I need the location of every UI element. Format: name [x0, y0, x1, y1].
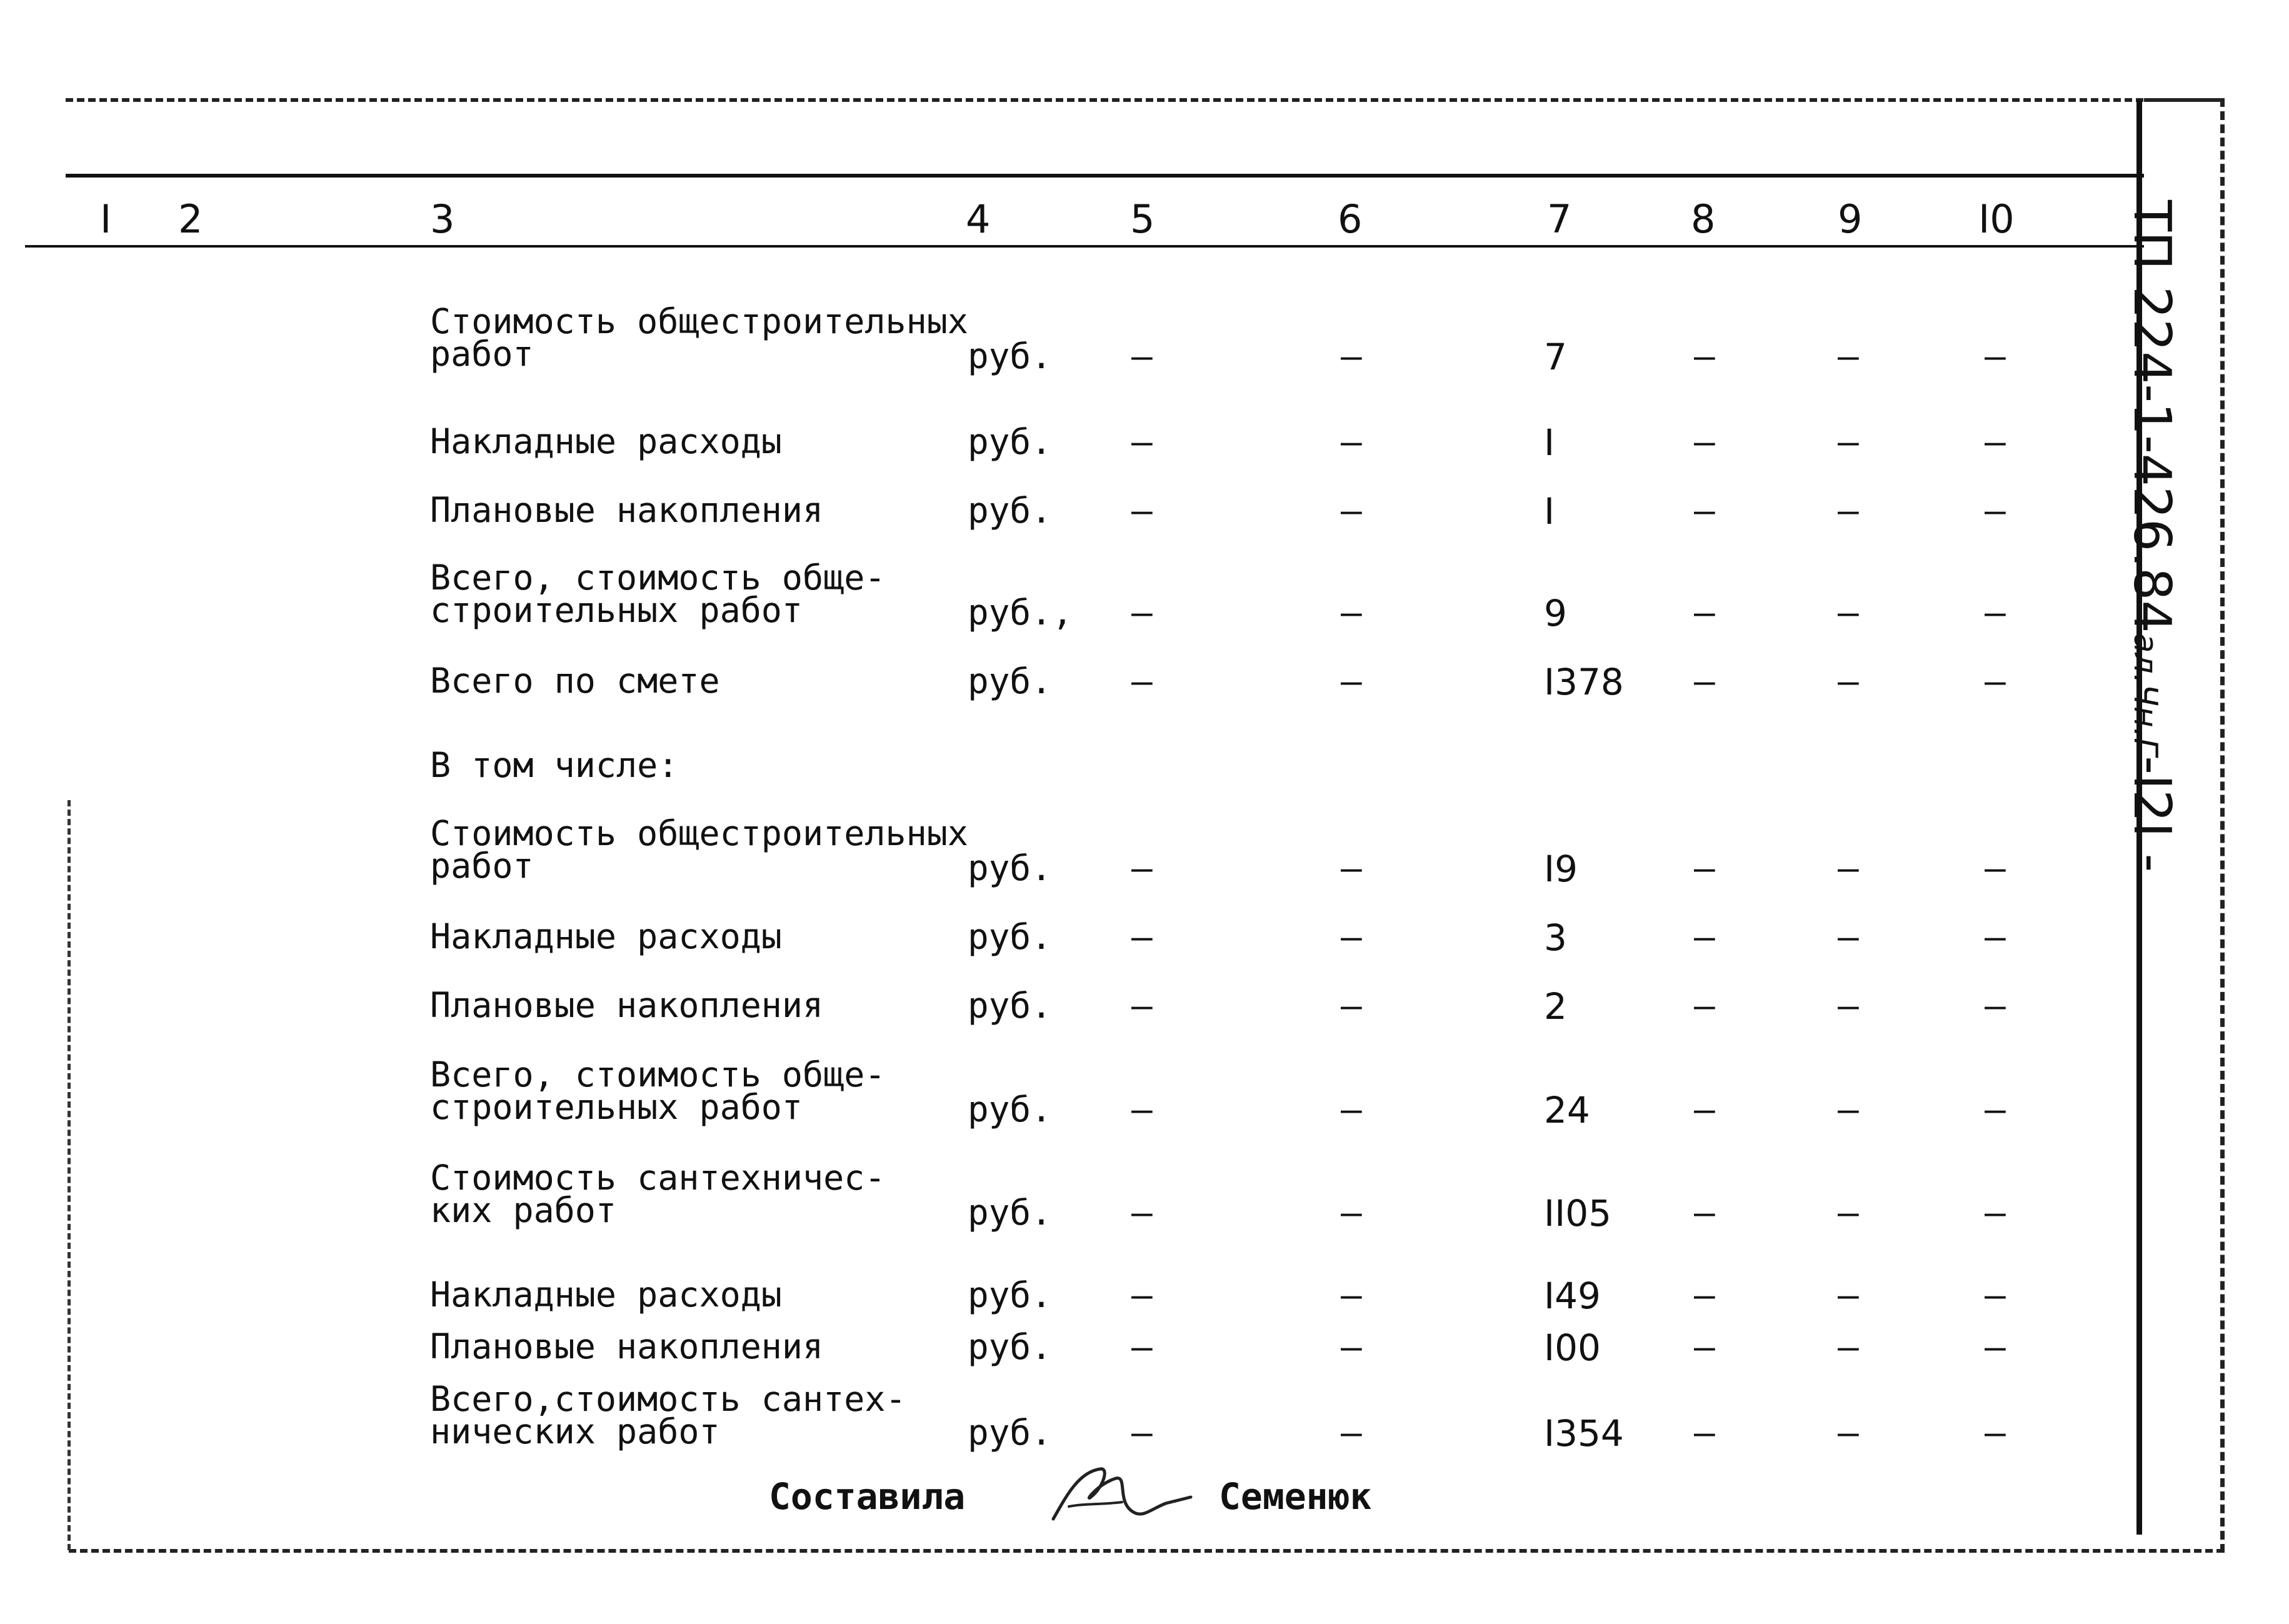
row-col6: –	[1341, 917, 1362, 958]
row-col10: –	[1985, 917, 2006, 958]
row-col9: –	[1838, 491, 1859, 531]
row-col9: –	[1838, 848, 1859, 889]
row-col5: –	[1131, 848, 1153, 889]
row-unit: руб.	[968, 1413, 1052, 1453]
row-unit: руб.	[968, 1275, 1052, 1316]
row-value: 3	[1544, 916, 1567, 959]
row-col6: –	[1341, 1275, 1362, 1316]
row-col5: –	[1131, 1413, 1153, 1453]
row-description: Всего, стоимость обще- строительных работ	[430, 1055, 886, 1127]
row-col9: –	[1838, 986, 1859, 1026]
column-header-10: I0	[1978, 196, 2015, 242]
row-col10: –	[1985, 1193, 2006, 1233]
column-header-9: 9	[1838, 196, 1863, 242]
document-stamp	[2122, 200, 2181, 872]
row-col8: –	[1694, 661, 1715, 702]
row-col9: –	[1838, 1193, 1859, 1233]
row-unit: руб.	[968, 1193, 1052, 1233]
row-col9: –	[1838, 917, 1859, 958]
header-top-rule	[66, 174, 2144, 178]
row-col8: –	[1694, 422, 1715, 463]
row-col6: –	[1341, 1413, 1362, 1453]
row-unit: руб.	[968, 422, 1052, 463]
row-description: Плановые накопления	[430, 985, 824, 1025]
row-col10: –	[1985, 593, 2006, 633]
column-header-1: I	[100, 196, 112, 242]
handwritten-signature	[1041, 1460, 1197, 1528]
row-col8: –	[1694, 593, 1715, 633]
row-value: 9	[1544, 592, 1567, 634]
row-unit: руб.	[968, 917, 1052, 958]
row-description: Стоимость общестроительных работ	[430, 813, 968, 886]
column-header-5: 5	[1130, 196, 1155, 242]
row-col8: –	[1694, 1413, 1715, 1453]
frame-top-corner	[2144, 98, 2222, 102]
row-description: Плановые накопления	[430, 490, 824, 530]
column-header-8: 8	[1691, 196, 1716, 242]
row-col10: –	[1985, 986, 2006, 1026]
row-value: 2	[1544, 985, 1567, 1028]
frame-top-border	[66, 98, 2222, 102]
row-value: I378	[1544, 661, 1624, 703]
row-col6: –	[1341, 848, 1362, 889]
row-unit: руб.	[968, 986, 1052, 1026]
row-value: 7	[1544, 336, 1567, 378]
row-col5: –	[1131, 491, 1153, 531]
row-col10: –	[1985, 1090, 2006, 1130]
row-value: I	[1544, 421, 1555, 464]
row-col10: –	[1985, 661, 2006, 702]
row-col10: –	[1985, 848, 2006, 889]
row-col6: –	[1341, 422, 1362, 463]
row-col5: –	[1131, 1193, 1153, 1233]
stamp-code: ТП 224-1-426.84	[2122, 200, 2181, 633]
row-value: I49	[1544, 1275, 1601, 1317]
row-value: I9	[1544, 848, 1578, 890]
compiled-by-label: Составила	[769, 1475, 966, 1518]
column-header-2: 2	[178, 196, 203, 242]
row-col6: –	[1341, 491, 1362, 531]
row-description: Всего по смете	[430, 661, 720, 701]
row-col9: –	[1838, 1413, 1859, 1453]
row-col10: –	[1985, 1327, 2006, 1368]
row-col8: –	[1694, 917, 1715, 958]
stamp-page: -I2I -	[2122, 756, 2181, 873]
column-header-3: 3	[430, 196, 455, 242]
row-col5: –	[1131, 336, 1153, 377]
row-description: Накладные расходы	[430, 421, 782, 461]
row-col5: –	[1131, 986, 1153, 1026]
row-description: Всего, стоимость обще- строительных работ	[430, 558, 886, 630]
section-heading: В том числе:	[430, 745, 679, 785]
row-unit: руб.	[968, 491, 1052, 531]
row-description: Плановые накопления	[430, 1326, 824, 1366]
row-col5: –	[1131, 1275, 1153, 1316]
row-value: I354	[1544, 1412, 1624, 1455]
row-unit: руб.	[968, 848, 1052, 889]
row-description: Накладные расходы	[430, 916, 782, 956]
row-col6: –	[1341, 336, 1362, 377]
row-description: Стоимость общестроительных работ	[430, 301, 968, 374]
row-unit: руб.	[968, 336, 1052, 377]
row-col9: –	[1838, 422, 1859, 463]
row-col5: –	[1131, 1090, 1153, 1130]
row-col9: –	[1838, 1327, 1859, 1368]
row-col6: –	[1341, 661, 1362, 702]
row-value: I	[1544, 490, 1555, 533]
row-unit: руб.	[968, 1090, 1052, 1130]
row-description: Накладные расходы	[430, 1275, 782, 1315]
column-header-7: 7	[1547, 196, 1572, 242]
row-col5: –	[1131, 593, 1153, 633]
row-col8: –	[1694, 986, 1715, 1026]
frame-left-border	[68, 800, 71, 1550]
row-col5: –	[1131, 422, 1153, 463]
row-value: II05	[1544, 1192, 1612, 1235]
row-col6: –	[1341, 986, 1362, 1026]
signer-name: Семенюк	[1219, 1475, 1372, 1518]
row-col8: –	[1694, 1327, 1715, 1368]
row-col8: –	[1694, 491, 1715, 531]
row-col6: –	[1341, 1327, 1362, 1368]
row-col9: –	[1838, 1090, 1859, 1130]
row-col5: –	[1131, 1327, 1153, 1368]
header-bottom-rule	[25, 245, 2144, 248]
row-col6: –	[1341, 593, 1362, 633]
row-col8: –	[1694, 336, 1715, 377]
row-col6: –	[1341, 1193, 1362, 1233]
row-col10: –	[1985, 422, 2006, 463]
row-col9: –	[1838, 593, 1859, 633]
row-description: Всего,стоимость сантех- нических работ	[430, 1379, 906, 1451]
row-unit: руб.	[968, 1327, 1052, 1368]
row-col9: –	[1838, 336, 1859, 377]
row-unit: руб.	[968, 661, 1052, 702]
row-col6: –	[1341, 1090, 1362, 1130]
row-col5: –	[1131, 661, 1153, 702]
row-col5: –	[1131, 917, 1153, 958]
row-description: Стоимость сантехничес- ких работ	[430, 1158, 886, 1230]
row-col8: –	[1694, 848, 1715, 889]
row-col8: –	[1694, 1275, 1715, 1316]
row-col10: –	[1985, 336, 2006, 377]
row-value: I00	[1544, 1326, 1601, 1369]
row-col10: –	[1985, 491, 2006, 531]
row-col8: –	[1694, 1090, 1715, 1130]
frame-bottom-border	[69, 1549, 2224, 1553]
row-value: 24	[1544, 1089, 1590, 1131]
row-unit: руб.,	[968, 593, 1073, 633]
column-header-6: 6	[1338, 196, 1363, 242]
row-col9: –	[1838, 661, 1859, 702]
row-col9: –	[1838, 1275, 1859, 1316]
stamp-handwritten: ал.Чн.Г	[2126, 633, 2164, 756]
frame-right-border	[2220, 98, 2225, 1553]
column-header-4: 4	[966, 196, 991, 242]
row-col10: –	[1985, 1275, 2006, 1316]
row-col8: –	[1694, 1193, 1715, 1233]
row-col10: –	[1985, 1413, 2006, 1453]
